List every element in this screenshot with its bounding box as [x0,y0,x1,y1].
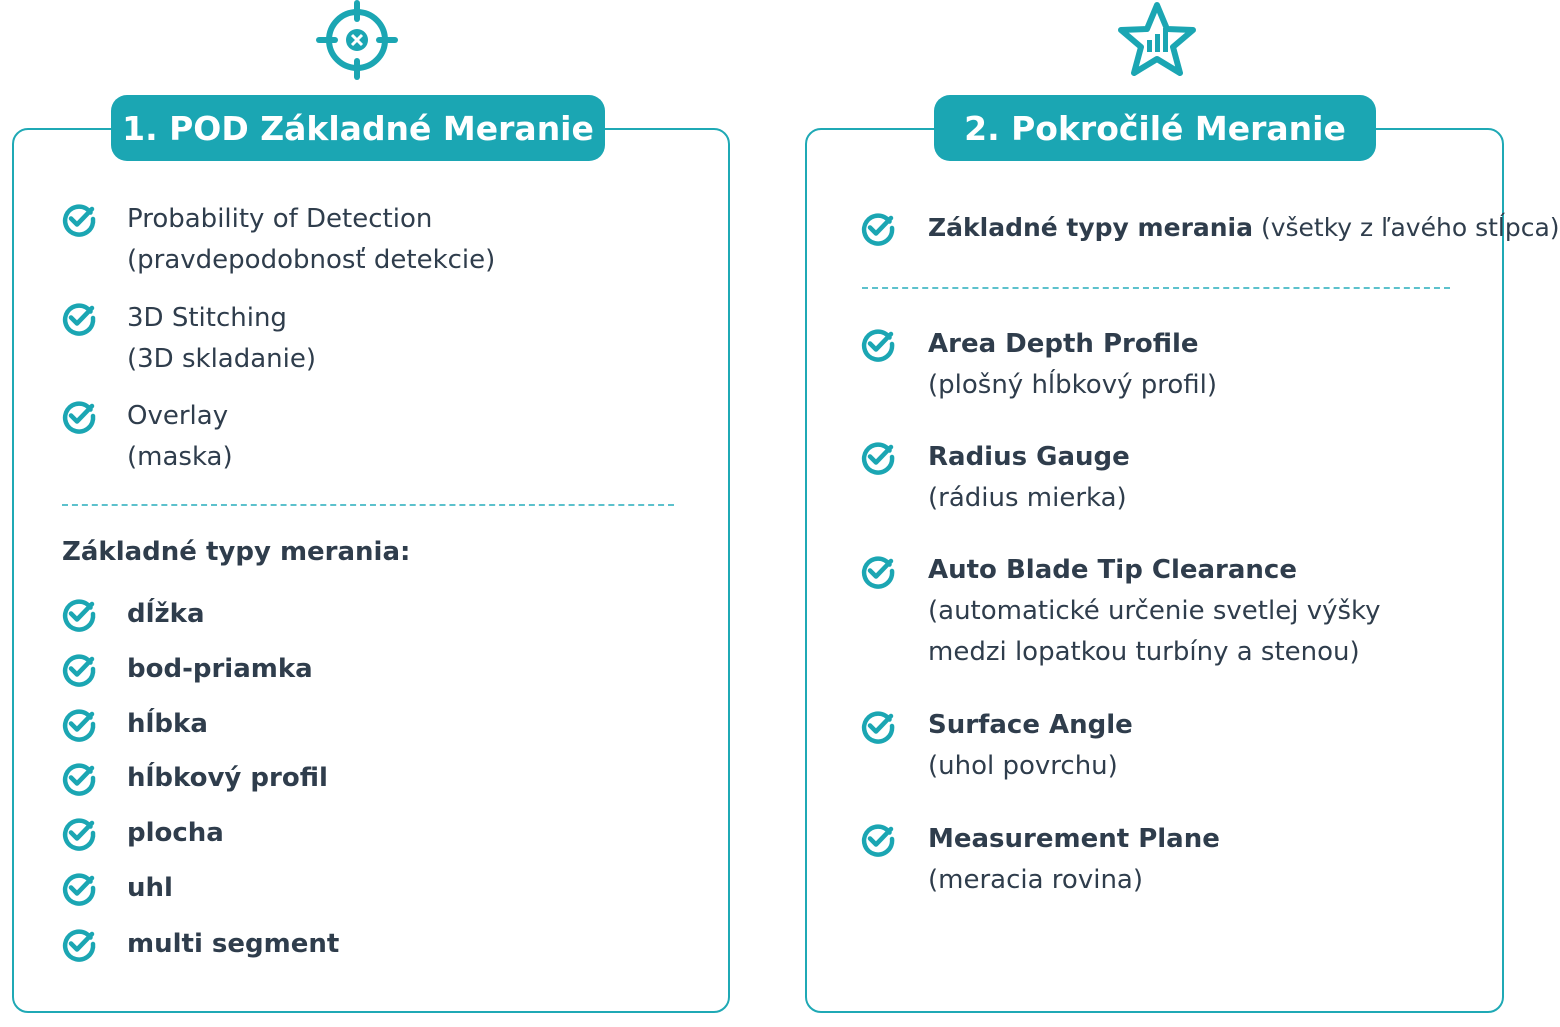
advanced-label: Measurement Plane [928,824,1220,854]
advanced-label: Radius Gauge [928,442,1130,472]
feature-label: 3D Stitching [127,303,287,333]
advanced-sublabel: (plošný hĺbkový profil) [928,370,1218,400]
basic-type-label: hĺbkový profil [127,763,328,793]
basic-type-label: hĺbka [127,709,208,739]
check-circle-icon [62,202,96,236]
advanced-sublabel: medzi lopatkou turbíny a stenou) [928,637,1360,667]
check-circle-icon [861,211,895,245]
basic-type-label: dĺžka [127,599,205,629]
basic-types-note: (všetky z ľavého stĺpca) [1260,213,1560,242]
check-circle-icon [62,871,96,905]
check-circle-icon [62,761,96,795]
feature-sublabel: (3D skladanie) [127,344,317,374]
check-circle-icon [62,816,96,850]
feature-label: Probability of Detection [127,204,433,234]
check-circle-icon [62,652,96,686]
feature-sublabel: (maska) [127,442,233,472]
check-circle-icon [62,597,96,631]
advanced-sublabel: (meracia rovina) [928,865,1143,895]
check-circle-icon [861,822,895,856]
check-circle-icon [861,709,895,743]
advanced-sublabel: (automatické určenie svetlej výšky [928,596,1381,626]
check-circle-icon [861,440,895,474]
section-divider [862,287,1450,289]
target-icon [316,1,398,79]
advanced-label: Surface Angle [928,710,1133,740]
check-circle-icon [861,327,895,361]
check-circle-icon [62,707,96,741]
feature-sublabel: (pravdepodobnosť detekcie) [127,245,496,275]
advanced-label: Auto Blade Tip Clearance [928,555,1297,585]
pod-basic-measurement-title: 1. POD Základné Meranie [111,95,605,161]
check-circle-icon [62,399,96,433]
star-chart-icon [1114,0,1200,80]
basic-types-label: Základné typy merania [928,213,1253,242]
basic-type-label: plocha [127,818,224,848]
check-circle-icon [62,301,96,335]
advanced-sublabel: (uhol povrchu) [928,751,1118,781]
advanced-label: Area Depth Profile [928,329,1199,359]
feature-label: Overlay [127,401,229,431]
basic-type-label: multi segment [127,929,340,959]
advanced-sublabel: (rádius mierka) [928,483,1127,513]
basic-type-label: bod-priamka [127,654,313,684]
section-divider [62,504,674,506]
check-circle-icon [62,927,96,961]
basic-type-label: uhl [127,873,173,903]
check-circle-icon [861,554,895,588]
basic-types-heading: Základné typy merania: [62,537,411,567]
advanced-measurement-title: 2. Pokročilé Meranie [934,95,1376,161]
